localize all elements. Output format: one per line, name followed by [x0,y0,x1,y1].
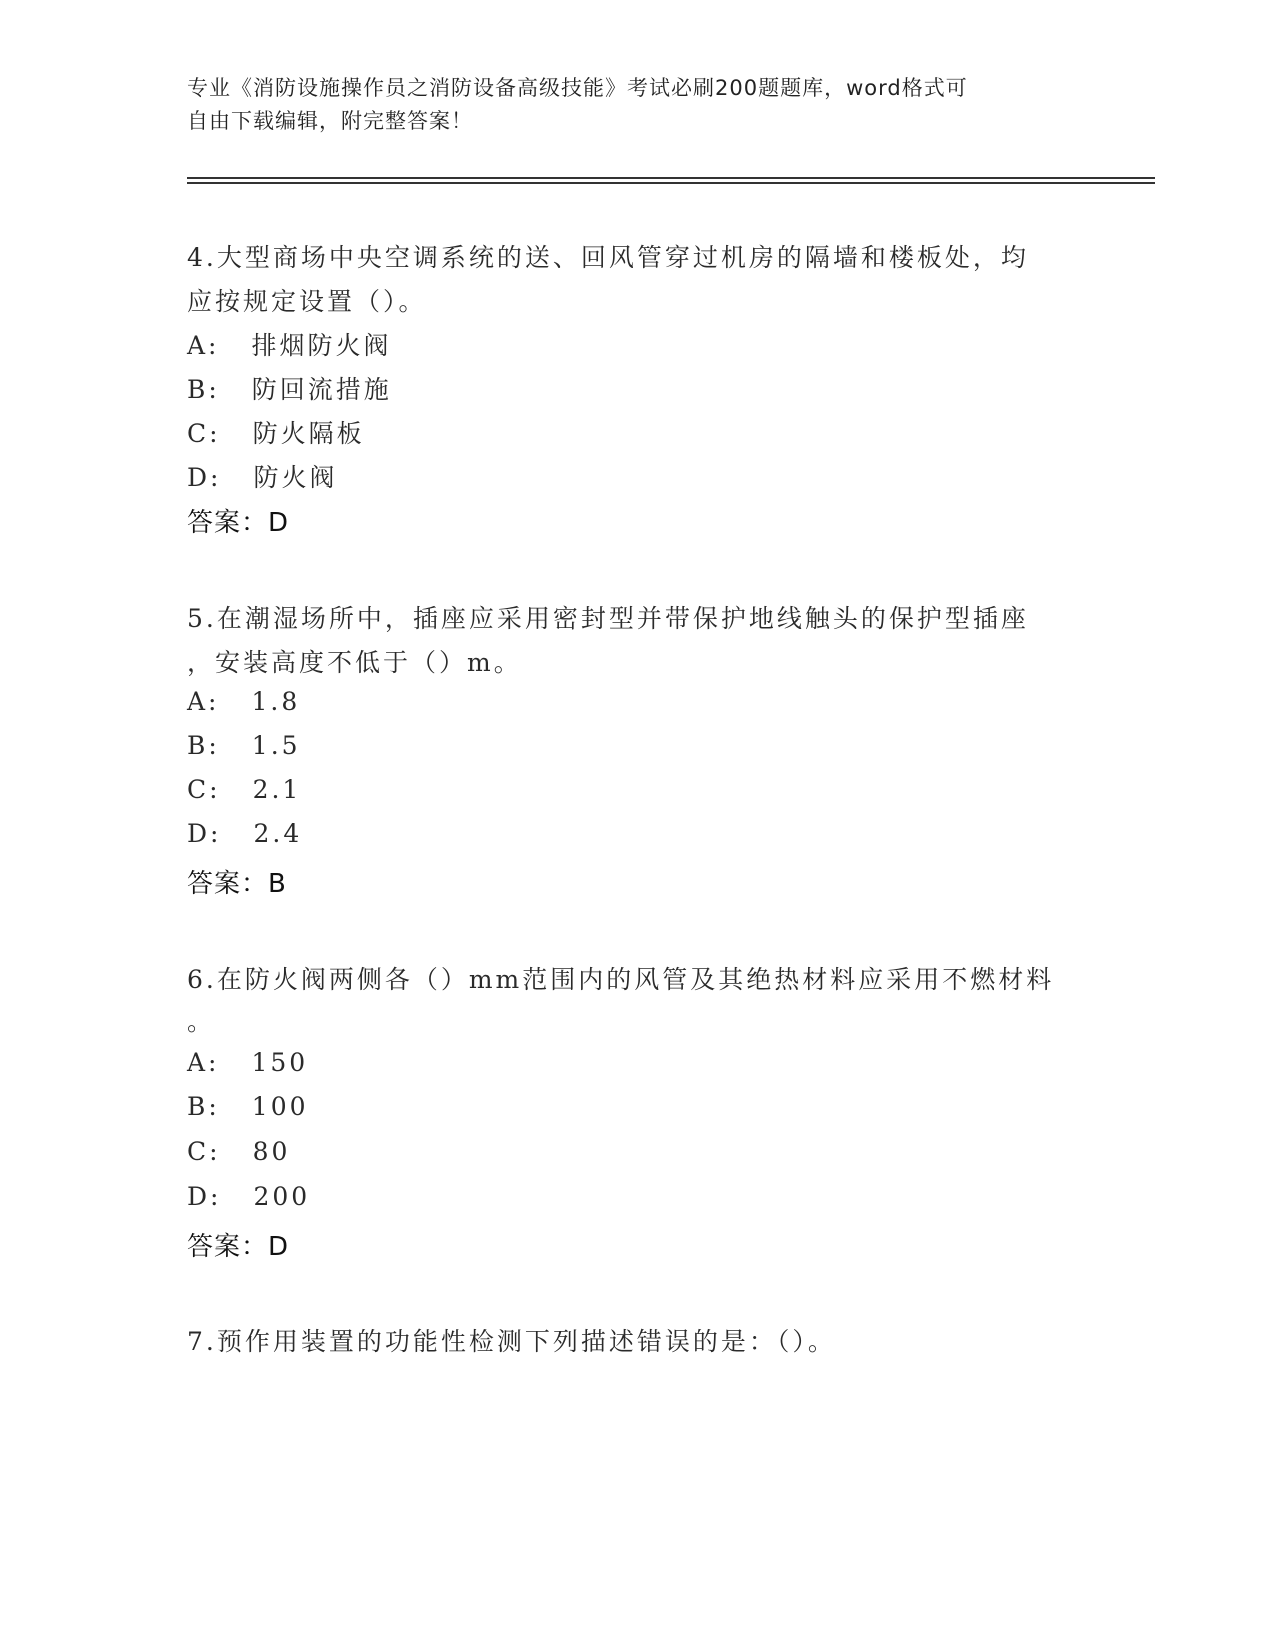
question-5-option-a [187,687,300,716]
option-letter: A: [187,1048,220,1077]
question-5-answer: 答案：B [187,869,287,899]
option-text: 防火阀 [253,463,338,492]
question-5-line-2: ，安装高度不低于（）m。 [187,648,522,677]
question-6-option-a [187,1048,308,1077]
option-text: 80 [252,1137,291,1166]
option-text: 2.1 [252,775,302,804]
question-4-option-b [187,370,392,406]
question-5-option-b [187,731,301,760]
question-4-option-c [187,414,365,450]
option-text: 排烟防火阀 [251,331,392,360]
question-6-line-2: 。 [187,1007,216,1036]
option-letter: C: [187,419,221,448]
option-letter: C: [187,775,221,804]
option-letter: A: [187,331,220,360]
option-text: 1.8 [251,687,301,716]
header-line-1: 专业《消防设施操作员之消防设备高级技能》考试必刷200题题库，word格式可 [187,76,968,100]
option-text: 2.4 [253,819,303,848]
document-header [187,72,1067,138]
option-text: 1.5 [251,731,301,760]
header-line-2: 自由下载编辑，附完整答案！ [187,109,473,133]
header-divider-top [187,177,1155,179]
question-4-answer: 答案：D [187,508,290,538]
question-4-option-d [187,458,337,494]
option-text: 100 [251,1092,309,1121]
option-letter: B: [187,731,220,760]
option-letter: C: [187,1137,221,1166]
question-5-option-c [187,775,301,804]
option-text: 防回流措施 [251,375,392,404]
option-letter: B: [187,375,220,404]
option-letter: D: [187,463,222,492]
question-6-option-b [187,1092,309,1121]
option-letter: B: [187,1092,220,1121]
option-text: 200 [253,1182,311,1211]
question-6-option-d [187,1182,310,1211]
option-text: 防火隔板 [252,419,365,448]
question-6-line-1: 6.在防火阀两侧各（）mm范围内的风管及其绝热材料应采用不燃材料 [187,965,1055,994]
option-letter: D: [187,1182,222,1211]
question-4-option-a [187,326,392,362]
question-4-line-2: 应按规定设置（）。 [187,287,427,316]
header-divider-bottom [187,182,1155,184]
question-4-line-1: 4.大型商场中央空调系统的送、回风管穿过机房的隔墙和楼板处，均 [187,243,1029,272]
option-letter: D: [187,819,222,848]
option-text: 150 [251,1048,309,1077]
option-letter: A: [187,687,220,716]
question-5-line-1: 5.在潮湿场所中，插座应采用密封型并带保护地线触头的保护型插座 [187,604,1029,633]
question-5-option-d [187,819,302,848]
question-6-option-c [187,1137,290,1166]
question-6-answer: 答案：D [187,1232,290,1262]
question-7-line-1: 7.预作用装置的功能性检测下列描述错误的是：（）。 [187,1327,836,1356]
